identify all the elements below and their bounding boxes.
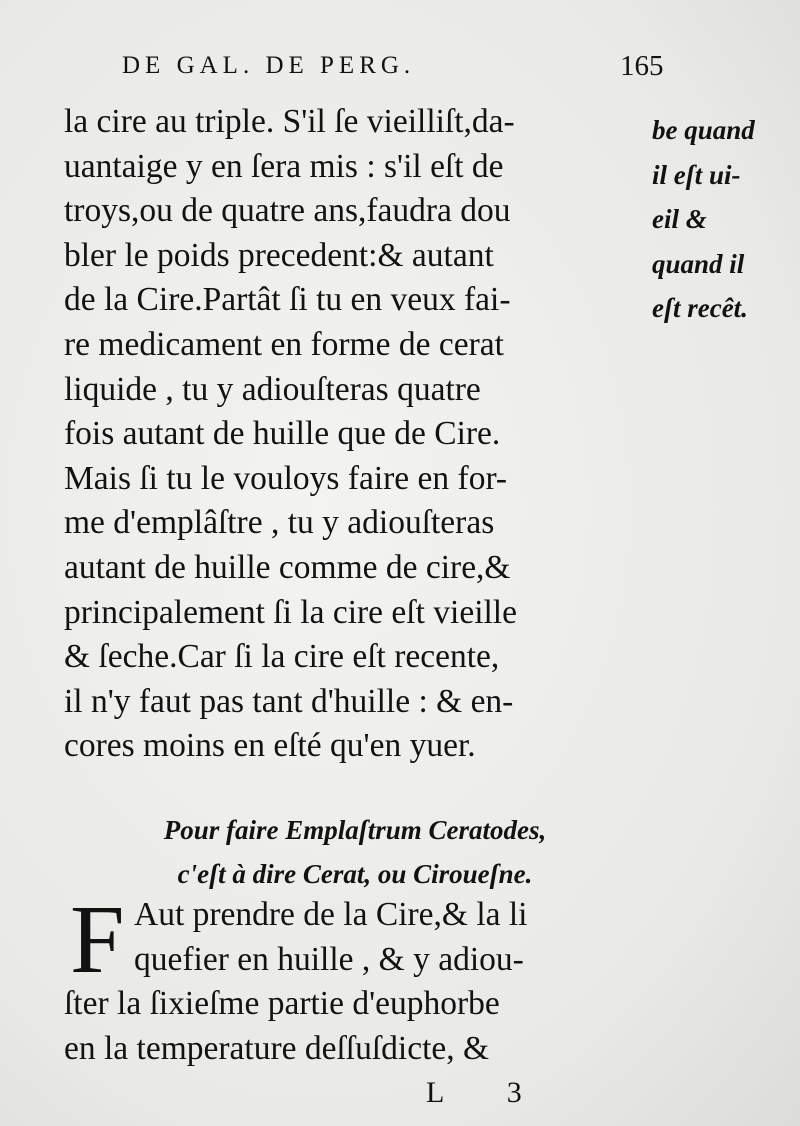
text-line: il n'y faut pas tant d'huille : & en- [64, 682, 514, 720]
text-line: Aut prendre de la Cire,& la li [134, 896, 528, 933]
heading-line: c'eſt à dire Cerat, ou Ciroueſne. [177, 859, 533, 889]
text-line: & ſeche.Car ſi la cire eſt recente, [64, 638, 500, 676]
text-line: en la temperature deſſuſdicte, & [64, 1029, 490, 1067]
marginal-note [652, 108, 755, 331]
text-line: me d'emplâſtre , tu y adiouſteras [64, 504, 495, 542]
marginal-line: be quand [652, 115, 755, 145]
text-line: cores moins en eſté qu'en yuer. [64, 727, 476, 765]
drop-cap: F [70, 886, 125, 994]
text-line: quefier en huille , & y adiou- [134, 940, 524, 978]
marginal-line: eil & [652, 204, 707, 235]
text-line: re medicament en forme de cerat [64, 325, 504, 363]
main-paragraph [64, 100, 644, 769]
text-line: bler le poids precedent:& autant [64, 236, 494, 274]
text-line: troys,ou de quatre ans,faudra dou [64, 192, 511, 230]
text-line: liquide , tu y adiouſteras quatre [64, 370, 481, 408]
section-heading [60, 808, 650, 896]
marginal-line: il eſt ui- [652, 159, 741, 190]
text-line: autant de huille comme de cire,& [64, 548, 511, 586]
marginal-line: quand il [652, 248, 745, 279]
text-line: fois autant de huille que de Cire. [64, 415, 501, 453]
marginal-line: eſt recêt. [652, 293, 748, 324]
signature-mark: L 3 [426, 1076, 550, 1109]
recipe-paragraph [64, 886, 654, 1071]
text-line: uantaige y en ſera mis : s'il eſt de [64, 147, 504, 185]
page-number: 165 [620, 50, 664, 82]
text-line: ſter la ſixieſme partie d'euphorbe [64, 985, 500, 1023]
text-line: Mais ſi tu le vouloys faire en for- [64, 459, 508, 497]
running-head-title: DE GAL. DE PERG. [122, 52, 416, 79]
heading-line: Pour faire Emplaſtrum Ceratodes, [163, 815, 547, 845]
text-line: de la Cire.Partât ſi tu en veux fai- [64, 281, 511, 319]
text-line: la cire au triple. S'il ſe vieilliſt,da- [64, 103, 515, 140]
text-line: principalement ſi la cire eſt vieille [64, 593, 517, 631]
